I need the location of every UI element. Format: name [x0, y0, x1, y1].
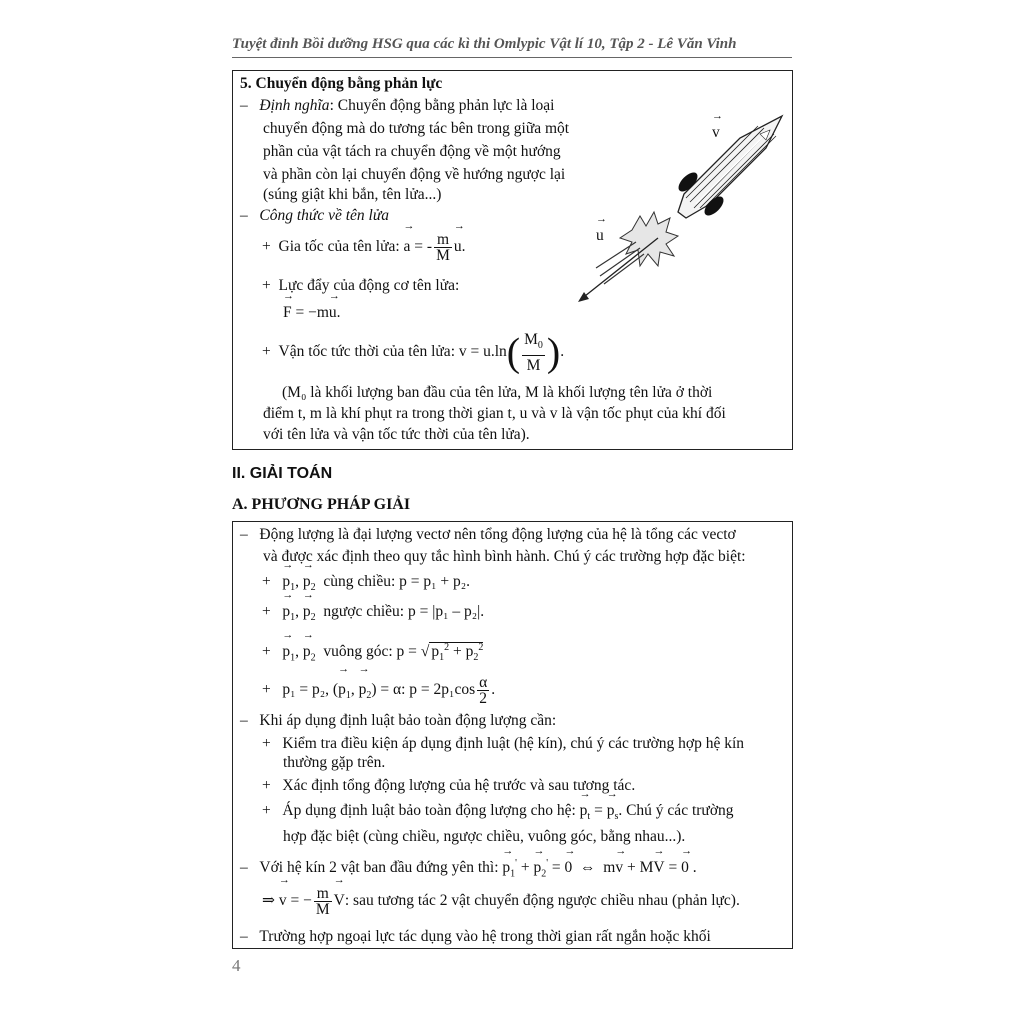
conservation-item-2: + Xác định tổng động lượng của hệ trước và sau tương tác. — [262, 777, 636, 794]
case-opposite-direction: + → $p_1$, → $p_2$ ngược chiều: p = |p₁ – p₂|. — [262, 601, 484, 629]
conservation-label: Khi áp dụng định luật bảo toàn động lượng cần: — [259, 712, 557, 729]
intro-text-1: Động lượng là đại lượng vectơ nên tổng động lượng của hệ là tổng các vectơ — [259, 526, 736, 543]
definition-line-2: chuyển động mà do tương tác bên trong giữa một — [263, 120, 570, 137]
section-5-title: 5. Chuyển động bằng phản lực — [240, 75, 443, 92]
velocity-formula: + Vận tốc tức thời của tên lửa: v = u.ln( $\frac{M_0}{M}$ ). — [262, 329, 565, 375]
intro-line-2: và được xác định theo quy tắc hình bình hành. Chú ý các trường hợp đặc biệt: — [263, 548, 746, 565]
running-header: Tuyệt đỉnh Bồi dưỡng HSG qua các kì thi Omlypic Vật lí 10, Tập 2 - Lê Văn Vinh — [232, 36, 737, 52]
case1-text: cùng chiều: p = p₁ + p₂. — [323, 573, 471, 590]
case4-text-b: ) = α: p = 2p₁cos — [371, 681, 476, 699]
rocket-figure — [570, 108, 790, 308]
figure-label-u — [596, 225, 604, 247]
bullet-plus: + — [262, 238, 279, 256]
rocket-formula-label: Công thức về tên lửa — [259, 207, 390, 224]
bullet-dash: – — [240, 207, 260, 224]
conservation-item-1: + Kiểm tra điều kiện áp dụng định luật (hệ kín), chú ý các trường hợp hệ kín — [262, 735, 745, 752]
figure-u-text: → u — [596, 225, 604, 247]
bullet-dash: – — [240, 97, 260, 114]
vector-u: → u — [454, 232, 462, 262]
rocket-formula-heading — [240, 205, 389, 227]
m0-over-m-fraction: $\frac{M_0}{M}$ — [524, 331, 543, 375]
definition-line-3: phần của vật tách ra chuyển động về một hướng — [263, 143, 561, 160]
section-a-title: A. PHƯƠNG PHÁP GIẢI — [232, 496, 411, 513]
case-equal-magnitude: + p₁ = p₂, (→ $p_1$, → $p_2) = \alpha$: p = 2p₁cos $\frac{\alpha}{2}$ . — [262, 675, 495, 711]
note-line-3: với tên lửa và vận tốc tức thời của tên lửa). — [263, 426, 530, 443]
conservation-item-3-cont: hợp đặc biệt (cùng chiều, ngược chiều, vuông góc, bằng nhau...). — [283, 828, 686, 845]
closed-system-at-rest: – Với hệ kín 2 vật ban đầu đứng yên thì: → $p_1'$ + → $p_2'$ = → 0 ⇔ m→ v + M→ V = → 0 . — [240, 853, 697, 885]
external-force-line — [240, 926, 711, 948]
bullet-plus: + — [262, 277, 279, 294]
definition-line-5: (súng giật khi bắn, tên lửa...) — [263, 186, 442, 203]
recoil-result: ⇒ → v = − $\frac{m}{M}$ → V: sau tương tác 2 vật chuyển động ngược chiều nhau (phản lực). — [262, 886, 740, 917]
figure-v-text: → v — [712, 122, 720, 144]
case2-text: ngược chiều: p = |p₁ – p₂|. — [323, 603, 485, 620]
velocity-arrow-line — [696, 134, 766, 204]
definition-line-1 — [240, 95, 555, 117]
figure-label-v — [712, 122, 720, 144]
conservation-item-3-tail: . Chú ý các trường — [618, 802, 734, 819]
case4-text-a: p₁ = p₂, ( — [282, 681, 339, 699]
thrust-label: Lực đẩy của động cơ tên lửa: — [278, 277, 460, 294]
case-same-direction: + → $p_1$, → $p_2$ cùng chiều: p = p₁ + p₂. — [262, 571, 470, 599]
case-perpendicular: + → $p_1$, → $p_2$ vuông góc: p = √ $p_1^2 + p_2^2$ — [262, 637, 483, 669]
conservation-item-3-text: Áp dụng định luật bảo toàn động lượng cho hệ: — [282, 802, 576, 819]
exhaust-burst — [620, 212, 678, 266]
bullet-dash: – — [240, 859, 260, 877]
section-ii-title: II. GIẢI TOÁN — [232, 465, 333, 482]
m-over-M-fraction: $\frac{m}{M}$ — [315, 885, 330, 918]
bullet-plus: + — [262, 343, 279, 361]
conservation-item-3: + Áp dụng định luật bảo toàn động lượng cho hệ: → $p_t$ = → $p_s$. Chú ý các trường — [262, 800, 734, 828]
page-number: 4 — [232, 956, 241, 975]
bullet-dash: – — [240, 526, 260, 543]
note-line-1: (M₀ là khối lượng ban đầu của tên lửa, M là khối lượng tên lửa ở thời — [282, 384, 713, 401]
velocity-label: Vận tốc tức thời của tên lửa: v = u.ln — [278, 343, 507, 361]
thrust-formula-text: = −m — [295, 304, 329, 321]
conservation-item-1-cont: thường gặp trên. — [283, 754, 386, 771]
header-rule — [232, 57, 792, 58]
definition-label: Định nghĩa — [259, 97, 330, 114]
intro-line-1 — [240, 524, 736, 546]
acceleration-label: Gia tốc của tên lửa: — [278, 238, 400, 256]
vector-F: → F — [283, 302, 292, 324]
alpha-half-fraction: $\frac{\alpha}{2}$ — [479, 674, 488, 707]
conservation-item-2-text: Xác định tổng động lượng của hệ trước và sau tương tác. — [282, 777, 636, 794]
definition-text-1: : Chuyển động bằng phản lực là loại — [329, 97, 555, 114]
exhaust-arrow-line — [580, 238, 658, 300]
rest-label: Với hệ kín 2 vật ban đầu đứng yên thì: — [259, 859, 499, 877]
acceleration-formula: + Gia tốc của tên lửa: → a = - $\frac{m}{M}$ → u. — [262, 232, 466, 263]
vector-u: → u — [329, 302, 337, 324]
recoil-result-text: : sau tương tác 2 vật chuyển động ngược chiều nhau (phản lực). — [344, 892, 740, 910]
thrust-formula: → F = −m→ u. — [283, 302, 341, 324]
vector-a: → a — [404, 232, 411, 262]
bullet-dash: – — [240, 928, 260, 945]
conservation-heading — [240, 710, 556, 732]
conservation-item-1-text: Kiểm tra điều kiện áp dụng định luật (hệ kín), chú ý các trường hợp hệ kín — [282, 735, 745, 752]
external-force-text: Trường hợp ngoại lực tác dụng vào hệ trong thời gian rất ngắn hoặc khối — [259, 928, 711, 945]
bullet-dash: – — [240, 712, 260, 729]
mass-ratio-fraction: $\frac{m}{M}$ — [436, 231, 450, 264]
definition-line-4: và phần còn lại chuyển động về hướng ngược lại — [263, 166, 566, 183]
note-line-2: điểm t, m là khí phụt ra trong thời gian t, u và v là vận tốc phụt của khí đối — [263, 405, 726, 422]
case3-text: vuông góc: p = — [323, 643, 417, 661]
